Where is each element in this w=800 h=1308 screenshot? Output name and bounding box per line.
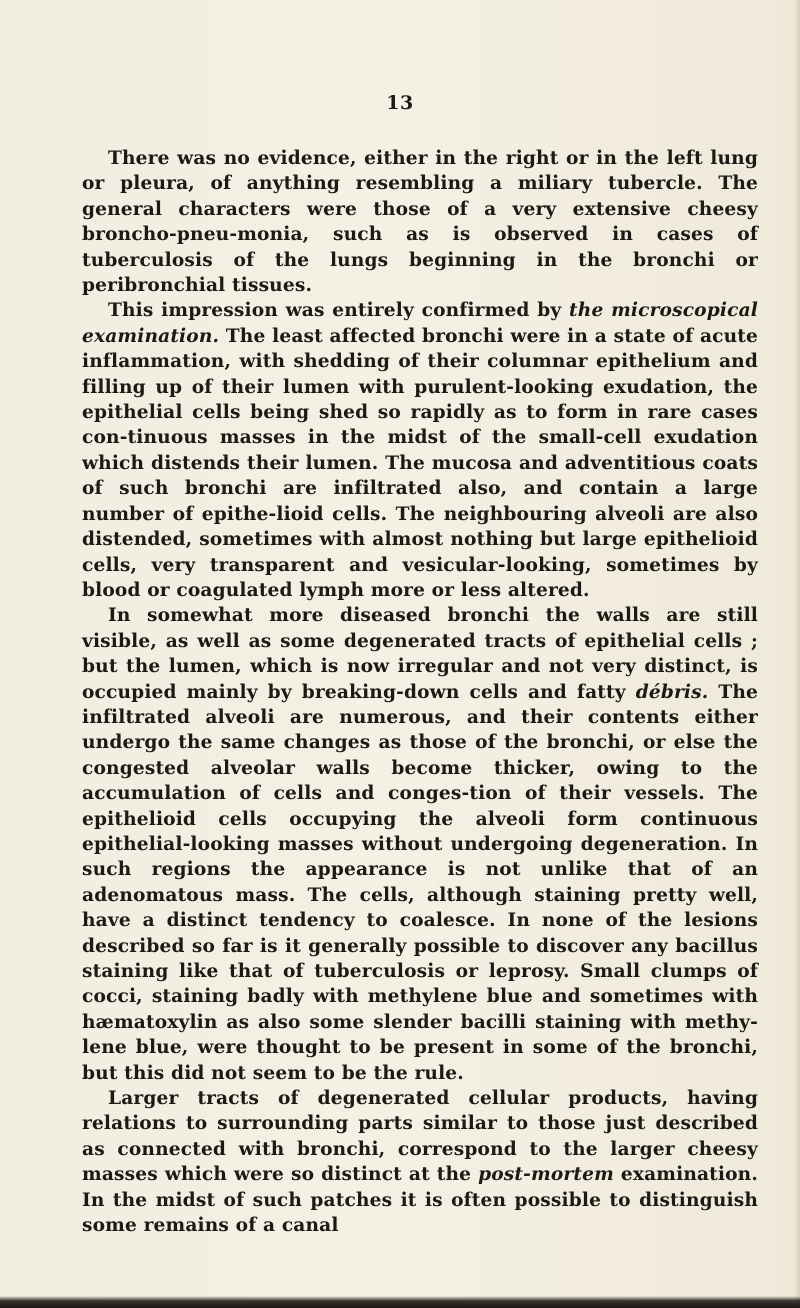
paragraph-2-emphasis: the microscopical examination.: [82, 300, 758, 347]
paragraph-4-emphasis: post-mortem: [478, 1164, 614, 1186]
page-number: 13: [386, 92, 414, 114]
paragraph-4-text-start: Larger tracts of degenerated cellular products, having relations to surrounding parts similar to those just described as connected with bronchi, correspond to the larger cheesy masses which were so distinct at the: [82, 1088, 758, 1186]
paragraph-3: [82, 603, 758, 1086]
paragraph-4: [82, 1086, 758, 1238]
paragraph-1: [82, 146, 758, 298]
paragraph-3-emphasis: débris.: [635, 681, 709, 703]
paragraph-3-text-rest: The infiltrated alveoli are numerous, and their contents either undergo the same changes as those of the bronchi, or else the congested alveolar walls become thicker, owing to the accumulation of cells and conges-tion of their vessels. The epithelioid cells occupying the alveoli form continuous epithelial-looking masses without undergoing degeneration. In such regions the appearance is not unlike that of an adenomatous mass. The cells, although staining pretty well, have a distinct tendency to coalesce. In none of the lesions described so far is it generally possible to discover any bacillus staining like that of tuberculosis or leprosy. Small clumps of cocci, staining badly with methylene blue and sometimes with hæmatoxylin as also some slender bacilli staining with methy-lene blue, were thought to be present in some of the bronchi, but this did not seem to be the rule.: [82, 681, 758, 1084]
paragraph-2-text-rest: The least affected bronchi were in a state of acute inflammation, with shedding of their columnar epithelium and filling up of their lumen with purulent-looking exudation, the epithelial cells being shed so rapidly as to form in rare cases con-tinuous masses in the midst of the small-cell exudation which distends their lumen. The mucosa and adventitious coats of such bronchi are infiltrated also, and contain a large number of epithe-lioid cells. The neighbouring alveoli are also distended, sometimes with almost nothing but large epithelioid cells, very transparent and vesicular-looking, sometimes by blood or coagulated lymph more or less altered.: [82, 325, 758, 601]
paragraph-2: [82, 298, 758, 603]
paragraph-4-text-rest: examination. In the midst of such patches it is often possible to distinguish some remains of a canal: [82, 1164, 758, 1237]
paragraph-3-text-start: In somewhat more diseased bronchi the walls are still visible, as well as some degenerated tracts of epithelial cells ; but the lumen, which is now irregular and not very distinct, is occupied mainly by breaking-down cells and fatty: [82, 605, 758, 703]
paragraph-1-text: There was no evidence, either in the right or in the left lung or pleura, of anything resembling a miliary tubercle. The general characters were those of a very extensive cheesy broncho-pneu-monia, such as is observed in cases of tuberculosis of the lungs beginning in the bronchi or peribronchial tissues.: [82, 148, 758, 297]
page-right-edge-shadow: [794, 0, 800, 1308]
page-bottom-edge-shadow: [0, 1296, 800, 1308]
paragraph-2-text-start: This impression was entirely confirmed by: [108, 300, 570, 322]
body-text: [82, 146, 758, 1238]
